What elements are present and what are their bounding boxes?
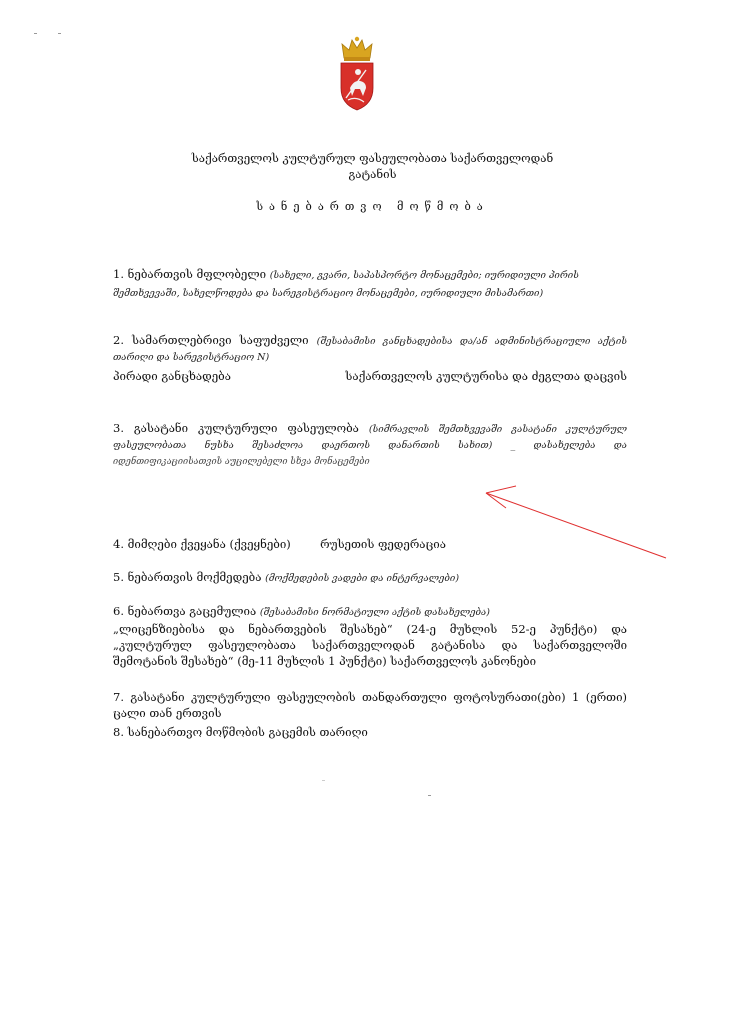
item-note-line-1: (შესაბამისი განცხადებისა და/ან ადმინისტრაციული აქტის <box>316 336 628 347</box>
item-label: ნებართვა გაცემულია <box>127 604 257 618</box>
item-label: მიმღები ქვეყანა (ქვეყნები) <box>127 537 291 551</box>
item-note-line-2: ფასეულობათა ნუსხა შესაძლოა დაერთოს დანართის სახით) _ დასახელება და <box>113 440 627 451</box>
item-4-receiving-country <box>113 536 627 552</box>
item-value-left: პირადი განცხადება <box>113 369 231 383</box>
item-note-line-1: (სიმრავლის შემთხვევაში გასატანი კულტურულ <box>368 424 627 435</box>
scan-speck <box>58 33 61 34</box>
item-2-legal-basis <box>113 332 627 384</box>
item-6-issued-under <box>113 603 627 669</box>
georgia-coat-of-arms-icon <box>336 36 378 112</box>
item-value-right: საქართველოს კულტურისა და ძეგლთა დაცვის <box>345 369 627 383</box>
scan-speck <box>322 780 325 781</box>
item-text-line-1: „ლიცენზიებისა და ნებართვების შესახებ“ (24-ე მუხლის 52-ე პუნქტი) და <box>113 622 627 636</box>
item-label: ნებართვის მოქმედება <box>127 570 262 584</box>
item-label: სანებართვო მოწმობის გაცემის თარიღი <box>127 725 368 739</box>
document-title <box>120 150 625 182</box>
item-text-line-3: შემოტანის შესახებ“ (მე-11 მუხლის 1 პუნქტი) საქართველოს კანონები <box>113 654 537 668</box>
item-note-line-3: იდენთიფიკაციისათვის აუცილებელი სხვა მონაცემები <box>113 457 370 467</box>
item-number: 6. <box>113 604 124 618</box>
item-text-line-1: გასატანი კულტურული ფასეულობის თანდართული ფოტოსურათი(ები) 1 (ერთი) <box>130 690 627 704</box>
item-number: 1. <box>113 267 124 281</box>
item-1-owner <box>113 266 627 302</box>
item-value: რუსეთის ფედერაცია <box>320 537 446 551</box>
item-3-cultural-property <box>113 420 627 470</box>
item-number: 7. <box>113 690 124 704</box>
item-number: 4. <box>113 537 124 551</box>
item-number: 3. <box>113 421 124 435</box>
scan-speck <box>428 795 431 796</box>
title-line-1: საქართველოს კულტურულ ფასეულობათა საქართველოდან <box>191 151 554 165</box>
item-8-issue-date <box>113 724 627 740</box>
title-line-2: გატანის <box>348 167 397 181</box>
scan-speck <box>34 33 37 34</box>
document-subtitle: სანებართვო მოწმობა <box>256 200 489 213</box>
item-number: 2. <box>113 333 124 347</box>
hand-drawn-arrow-icon <box>470 480 680 570</box>
item-number: 8. <box>113 725 124 739</box>
item-7-photos <box>113 689 627 721</box>
item-label: გასატანი კულტურული ფასეულობა <box>133 421 359 435</box>
item-note-line-2: თარიღი და სარეგისტრაციო N) <box>113 352 270 363</box>
item-number: 5. <box>113 570 124 584</box>
item-label: სამართლებრივი საფუძველი <box>132 333 309 347</box>
item-note: (შესაბამისი ნორმატიული აქტის დასახელება) <box>259 607 490 618</box>
item-note: (მოქმედების ვადები და ინტერვალები) <box>265 573 460 584</box>
item-text-line-2: „კულტურულ ფასეულობათა საქართველოდან გატანისა და საქართველოში <box>113 638 627 652</box>
item-label: ნებართვის მფლობელი <box>127 267 267 281</box>
item-text-line-2: ცალი თან ერთვის <box>113 706 222 720</box>
item-5-validity <box>113 569 627 587</box>
item-note: (სახელი, გვარი, საპასპორტო მონაცემები; იურიდიული პირის შემთხვევაში, სახელწოდება და სარეგისტრაციო მონაცემები, იურიდიული მისამართი) <box>113 270 579 299</box>
